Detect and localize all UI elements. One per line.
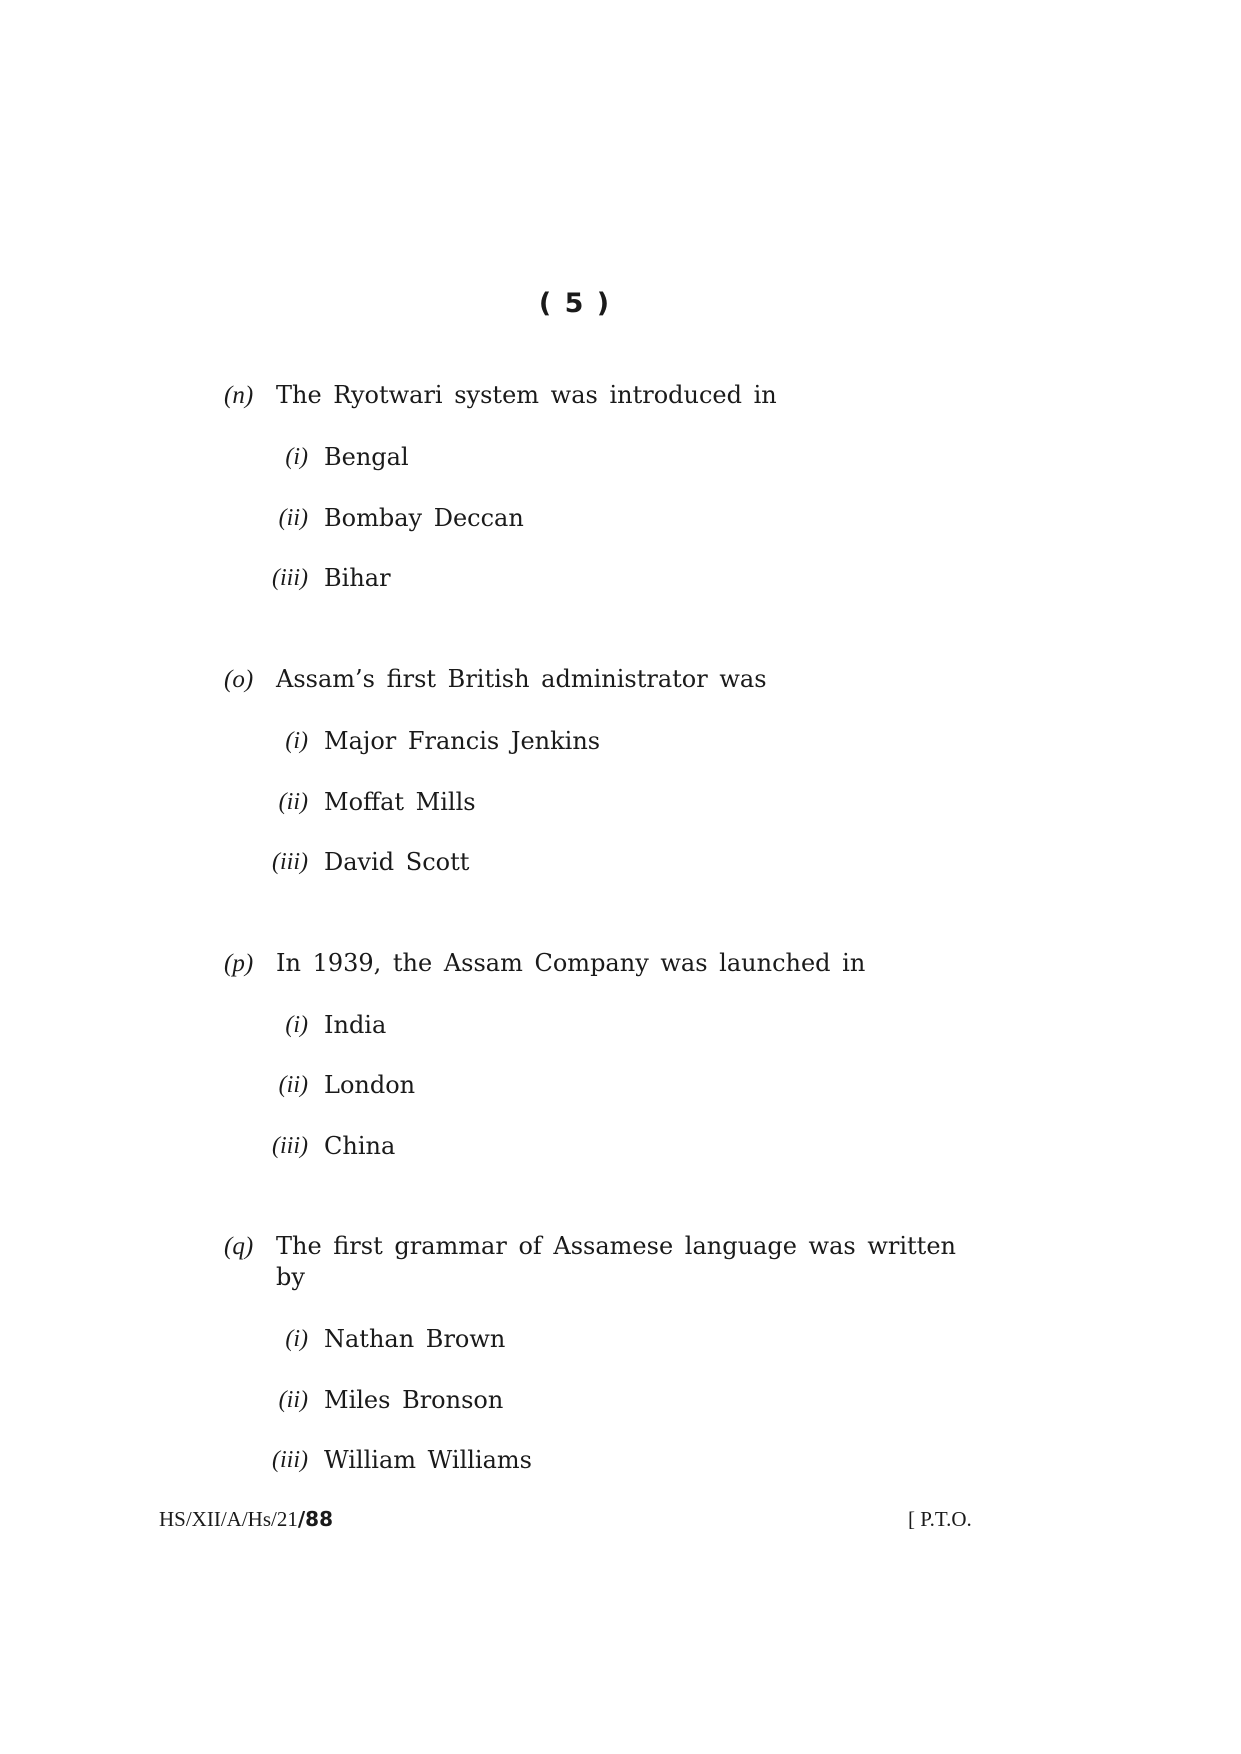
- option-q-i: [0, 1323, 700, 1355]
- pto-marker: [ P.T.O.: [908, 1507, 972, 1531]
- option-text: Moffat Mills: [324, 788, 476, 816]
- question-text: The Ryotwari system was introduced in: [276, 381, 777, 409]
- option-q-ii: [0, 1384, 700, 1416]
- option-q-iii: [0, 1444, 700, 1476]
- option-p-ii: [0, 1069, 700, 1101]
- page-number: ( 5 ): [538, 288, 612, 319]
- option-label: (i): [285, 444, 308, 470]
- option-n-i: [0, 441, 700, 473]
- question-label: (p): [224, 950, 254, 977]
- paper-code-suffix: /88: [297, 1507, 333, 1531]
- option-text: Bihar: [324, 564, 391, 592]
- option-o-iii: [0, 846, 700, 878]
- option-o-i: [0, 725, 700, 757]
- option-p-i: [0, 1009, 700, 1041]
- option-text: William Williams: [324, 1446, 532, 1474]
- option-label: (iii): [272, 565, 308, 591]
- option-label: (iii): [272, 849, 308, 875]
- option-label: (ii): [278, 505, 308, 531]
- option-text: China: [324, 1132, 396, 1160]
- option-label: (ii): [278, 1072, 308, 1098]
- option-text: India: [324, 1011, 387, 1039]
- option-label: (iii): [272, 1133, 308, 1159]
- option-label: (iii): [272, 1447, 308, 1473]
- option-n-ii: [0, 502, 700, 534]
- option-label: (i): [285, 728, 308, 754]
- option-text: David Scott: [324, 848, 470, 876]
- option-p-iii: [0, 1130, 700, 1162]
- option-text: Miles Bronson: [324, 1386, 504, 1414]
- option-text: Nathan Brown: [324, 1325, 506, 1353]
- option-text: Major Francis Jenkins: [324, 727, 601, 755]
- option-label: (ii): [278, 1387, 308, 1413]
- option-text: Bombay Deccan: [324, 504, 524, 532]
- paper-code: [159, 1505, 333, 1533]
- option-label: (i): [285, 1012, 308, 1038]
- question-text: In 1939, the Assam Company was launched in: [276, 949, 866, 977]
- option-label: (ii): [278, 789, 308, 815]
- question-text-line1: The first grammar of Assamese language was written: [276, 1232, 956, 1260]
- option-label: (i): [285, 1326, 308, 1352]
- question-label: (o): [224, 666, 254, 693]
- question-text: Assam’s first British administrator was: [276, 665, 767, 693]
- paper-code-prefix: HS/XII/A/Hs/21: [159, 1507, 298, 1531]
- option-text: London: [324, 1071, 416, 1099]
- option-o-ii: [0, 786, 700, 818]
- question-text-line2: by: [276, 1263, 305, 1291]
- question-label: (n): [224, 382, 254, 409]
- option-text: Bengal: [324, 443, 409, 471]
- option-n-iii: [0, 562, 700, 594]
- question-label: (q): [224, 1233, 254, 1260]
